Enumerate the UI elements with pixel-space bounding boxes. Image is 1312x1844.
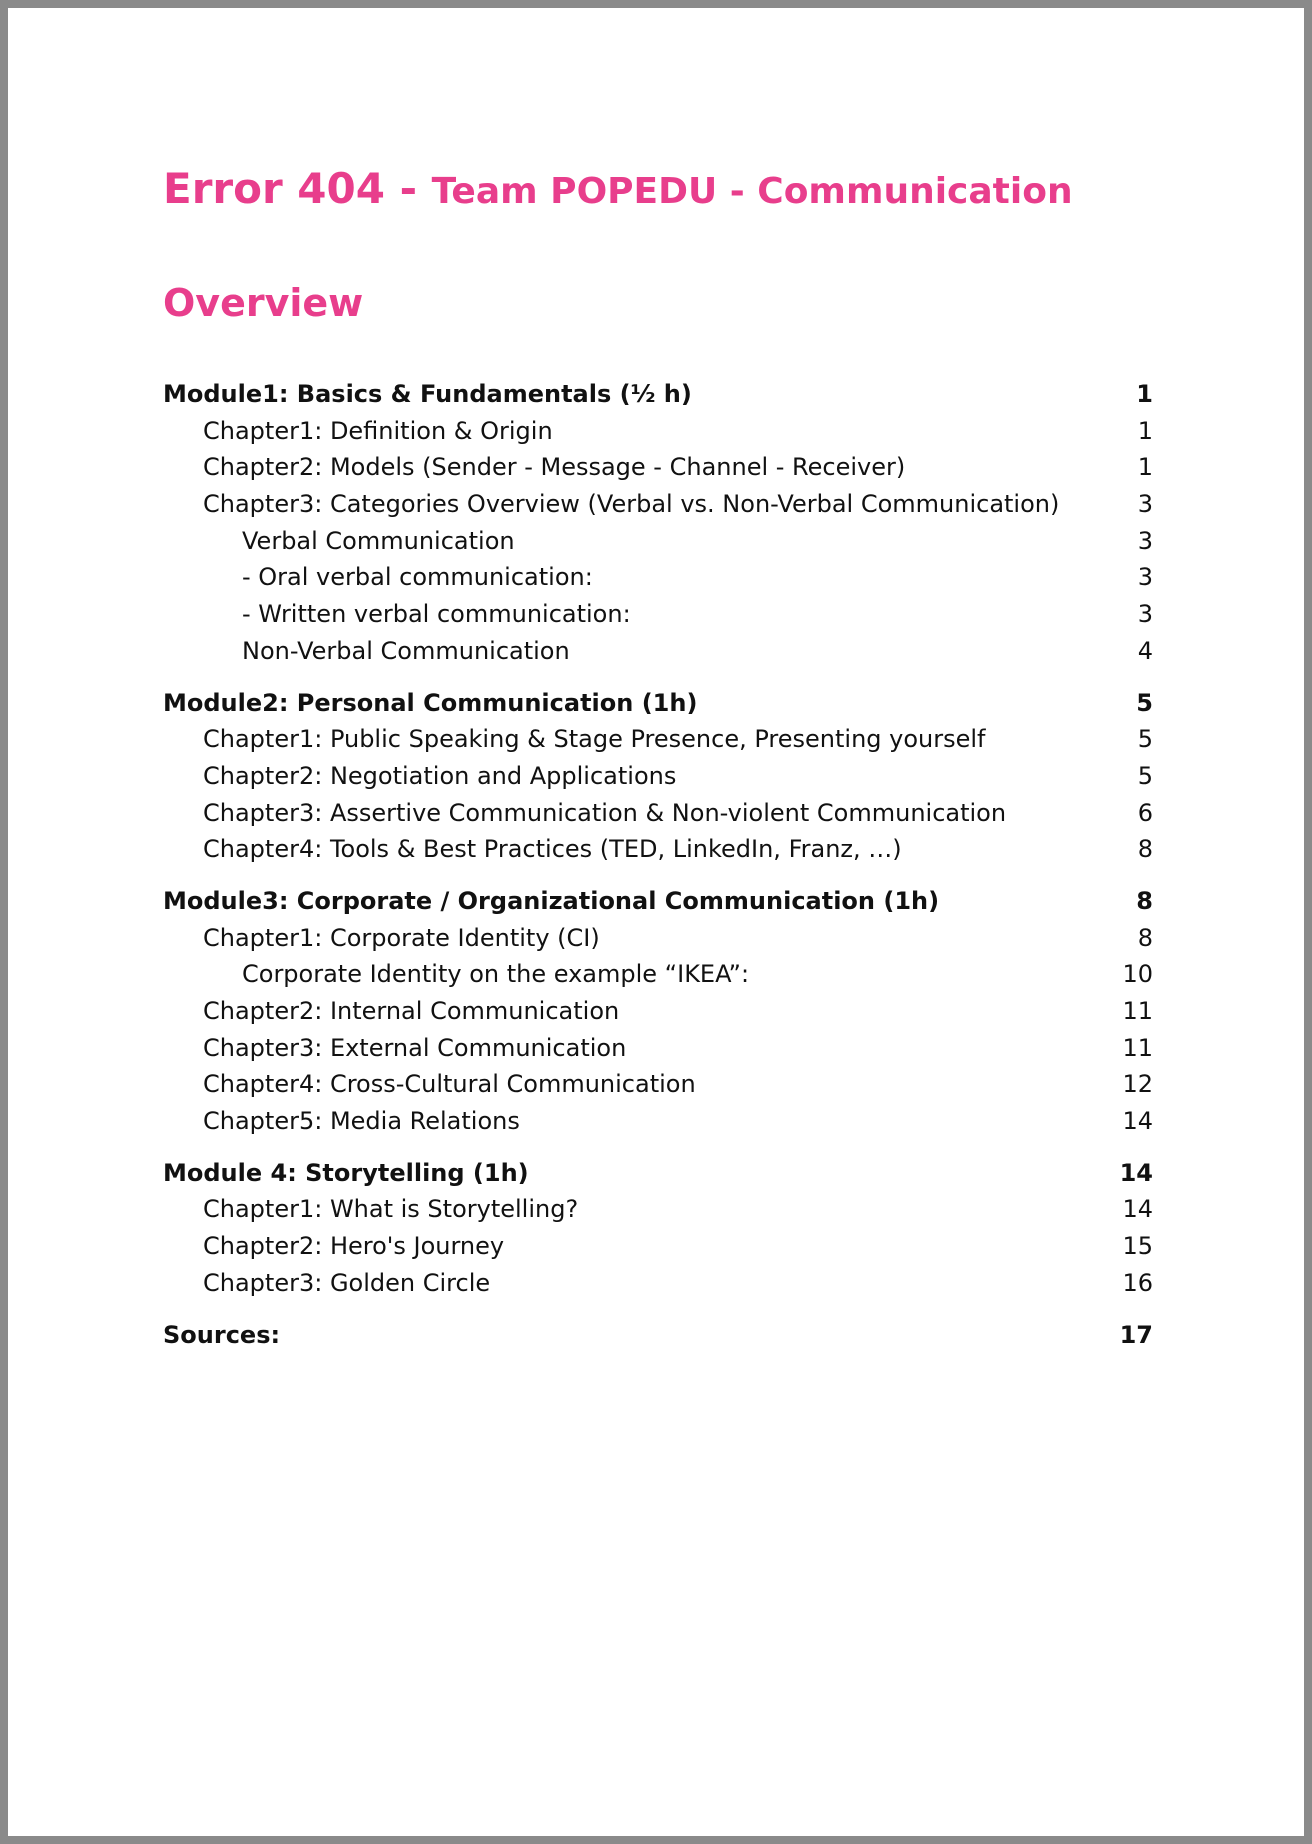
toc-entry-label: Non-Verbal Communication	[242, 636, 570, 665]
toc-entry-label: Chapter2: Negotiation and Applications	[203, 761, 677, 790]
toc-entry-label: Module1: Basics & Fundamentals (½ h)	[163, 380, 692, 408]
overview-heading: Overview	[163, 281, 364, 325]
toc-chapter-row[interactable]	[163, 831, 1153, 868]
toc-entry-page-number: 5	[1136, 688, 1153, 717]
toc-chapter-row[interactable]	[163, 1191, 1153, 1228]
toc-entry-page-number: 1	[1137, 453, 1153, 482]
toc-entry-label: Chapter4: Cross-Cultural Communication	[203, 1070, 696, 1099]
document-title-part2: Team POPEDU - Communication	[431, 171, 1073, 212]
toc-entry-page-number: 5	[1137, 761, 1153, 790]
toc-chapter-row[interactable]	[163, 559, 1153, 596]
toc-entry-page-number: 12	[1122, 1070, 1153, 1099]
toc-entry-page-number: 14	[1119, 1158, 1153, 1187]
toc-entry-page-number: 15	[1122, 1232, 1153, 1261]
toc-entry-page-number: 17	[1119, 1320, 1153, 1349]
toc-chapter-row[interactable]	[163, 795, 1153, 832]
toc-module-row[interactable]	[163, 883, 1153, 920]
table-of-contents	[163, 376, 1153, 1353]
toc-chapter-row[interactable]	[163, 596, 1153, 633]
toc-entry-label: Sources:	[163, 1320, 281, 1349]
toc-chapter-row[interactable]	[163, 413, 1153, 450]
toc-entry-page-number: 1	[1137, 416, 1153, 445]
toc-module-row[interactable]	[163, 1317, 1153, 1354]
toc-entry-page-number: 8	[1137, 835, 1153, 864]
toc-chapter-row[interactable]	[163, 993, 1153, 1030]
document-title	[163, 164, 1073, 213]
toc-entry-label: Chapter3: Assertive Communication & Non-violent Communication	[203, 798, 1007, 827]
toc-entry-page-number: 8	[1137, 923, 1153, 952]
toc-entry-label: Module2: Personal Communication (1h)	[163, 688, 698, 717]
toc-chapter-row[interactable]	[163, 449, 1153, 486]
toc-entry-label: Chapter1: What is Storytelling?	[203, 1195, 579, 1224]
toc-chapter-row[interactable]	[163, 523, 1153, 560]
toc-chapter-row[interactable]	[163, 956, 1153, 993]
toc-entry-page-number: 11	[1122, 997, 1153, 1025]
toc-entry-label: Module 4: Storytelling (1h)	[163, 1158, 529, 1187]
toc-chapter-row[interactable]	[163, 1228, 1153, 1265]
toc-module-row[interactable]	[163, 1155, 1153, 1192]
toc-entry-label: Verbal Communication	[242, 526, 515, 555]
toc-entry-page-number: 3	[1137, 490, 1153, 519]
toc-entry-label: Chapter2: Models (Sender - Message - Channel - Receiver)	[203, 453, 906, 482]
toc-entry-page-number: 3	[1137, 526, 1153, 555]
toc-chapter-row[interactable]	[163, 758, 1153, 795]
toc-entry-label: - Written verbal communication:	[242, 600, 631, 629]
toc-entry-label: Chapter5: Media Relations	[203, 1107, 520, 1136]
toc-module-row[interactable]	[163, 376, 1153, 413]
toc-entry-label: - Oral verbal communication:	[242, 563, 593, 592]
toc-entry-label: Chapter4: Tools & Best Practices (TED, LinkedIn, Franz, …)	[203, 835, 902, 864]
toc-entry-page-number: 3	[1137, 600, 1153, 629]
toc-chapter-row[interactable]	[163, 920, 1153, 957]
toc-chapter-row[interactable]	[163, 1103, 1153, 1140]
toc-entry-label: Chapter2: Hero's Journey	[203, 1232, 505, 1261]
toc-entry-page-number: 14	[1122, 1107, 1153, 1136]
toc-entry-page-number: 11	[1122, 1033, 1153, 1062]
toc-entry-label: Chapter1: Public Speaking & Stage Presence, Presenting yourself	[203, 725, 986, 754]
toc-chapter-row[interactable]	[163, 1066, 1153, 1103]
toc-chapter-row[interactable]	[163, 721, 1153, 758]
toc-entry-page-number: 1	[1136, 380, 1153, 408]
document-page	[8, 8, 1304, 1836]
toc-entry-page-number: 8	[1136, 886, 1153, 915]
toc-entry-page-number: 4	[1137, 636, 1153, 665]
toc-entry-page-number: 14	[1122, 1195, 1153, 1224]
toc-entry-label: Chapter3: Golden Circle	[203, 1268, 491, 1297]
toc-entry-page-number: 3	[1137, 563, 1153, 592]
toc-entry-label: Chapter3: External Communication	[203, 1033, 627, 1062]
toc-entry-label: Chapter1: Definition & Origin	[203, 416, 553, 445]
toc-entry-page-number: 6	[1137, 798, 1153, 827]
toc-entry-label: Chapter2: Internal Communication	[203, 997, 620, 1025]
toc-entry-label: Module3: Corporate / Organizational Communication (1h)	[163, 886, 940, 915]
document-title-part1: Error 404 -	[163, 164, 432, 213]
toc-entry-label: Corporate Identity on the example “IKEA”:	[242, 960, 750, 989]
toc-module-row[interactable]	[163, 685, 1153, 722]
toc-entry-page-number: 10	[1122, 960, 1153, 989]
toc-chapter-row[interactable]	[163, 633, 1153, 670]
toc-chapter-row[interactable]	[163, 486, 1153, 523]
toc-chapter-row[interactable]	[163, 1030, 1153, 1067]
toc-entry-page-number: 16	[1122, 1268, 1153, 1297]
toc-entry-label: Chapter1: Corporate Identity (CI)	[203, 923, 600, 952]
toc-entry-page-number: 5	[1137, 725, 1153, 754]
toc-entry-label: Chapter3: Categories Overview (Verbal vs. Non-Verbal Communication)	[203, 490, 1060, 519]
toc-chapter-row[interactable]	[163, 1265, 1153, 1302]
